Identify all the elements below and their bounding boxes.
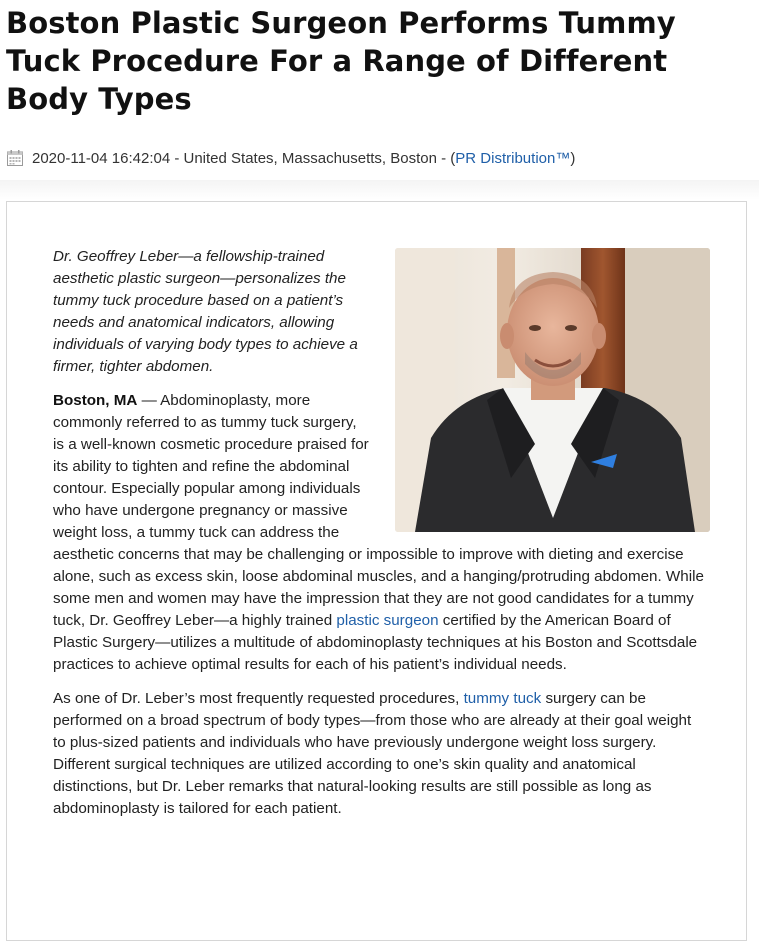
meta-date-location: 2020-11-04 16:42:04 - United States, Massachusetts, Boston - ( (32, 149, 456, 167)
article-headline: Boston Plastic Surgeon Performs Tummy Tuck Procedure For a Range of Different Body Types (6, 6, 676, 116)
paragraph-2-text-b: surgery can be performed on a broad spectrum of body types—from those who are already at their goal weight to plus-sized patients and individuals who have previously undergone weight loss surgery. Different surgical techniques are utilized according to one’s skin quality and anatomical distinctions, but Dr. Leber remarks that natural-looking results are still possible as long as abdominoplasty is tailored for each patient. (53, 690, 692, 817)
surgeon-photo (395, 248, 710, 532)
header-divider (0, 180, 759, 200)
dateline: Boston, MA (53, 392, 138, 409)
plastic-surgeon-link[interactable]: plastic surgeon (336, 612, 439, 629)
calendar-icon (6, 149, 24, 167)
article-meta (6, 146, 575, 170)
paragraph-1-text-a: — Abdominoplasty, more commonly referred to as tummy tuck surgery, is a well-known cosmetic procedure praised for its ability to tighten and refine the abdominal contour. Especially popular among individuals who have undergone pregnancy or massive weight loss, a tummy tuck can address the aesthetic concerns that may be challenging or impossible to improve with dieting and exercise alone, such as excess skin, loose abdominal muscles, and a hanging/protruding abdomen. While some men and women may have the impression that they are not good candidates for a tummy tuck, Dr. Geoffrey Leber—a highly trained (53, 392, 704, 629)
article-box (6, 201, 747, 941)
paragraph-2-text-a: As one of Dr. Leber’s most frequently requested procedures, (53, 690, 464, 707)
meta-close-paren: ) (570, 149, 576, 167)
paragraph-1-text-b: certified by the American Board of Plastic Surgery—utilizes a multitude of abdominoplasty techniques at his Boston and Scottsdale practices to achieve optimal results for each of his patient’s individual needs. (53, 612, 698, 673)
article-summary: Dr. Geoffrey Leber—a fellowship-trained aesthetic plastic surgeon—personalizes the tummy tuck procedure based on a patient’s needs and anatomical indicators, allowing individuals of varying body types to achieve a firmer, tighter abdomen. (53, 248, 358, 375)
article-content (53, 246, 707, 832)
tummy-tuck-link[interactable]: tummy tuck (463, 690, 542, 707)
distributor-link[interactable]: PR Distribution™ (455, 149, 571, 167)
paragraph-2 (53, 688, 707, 820)
